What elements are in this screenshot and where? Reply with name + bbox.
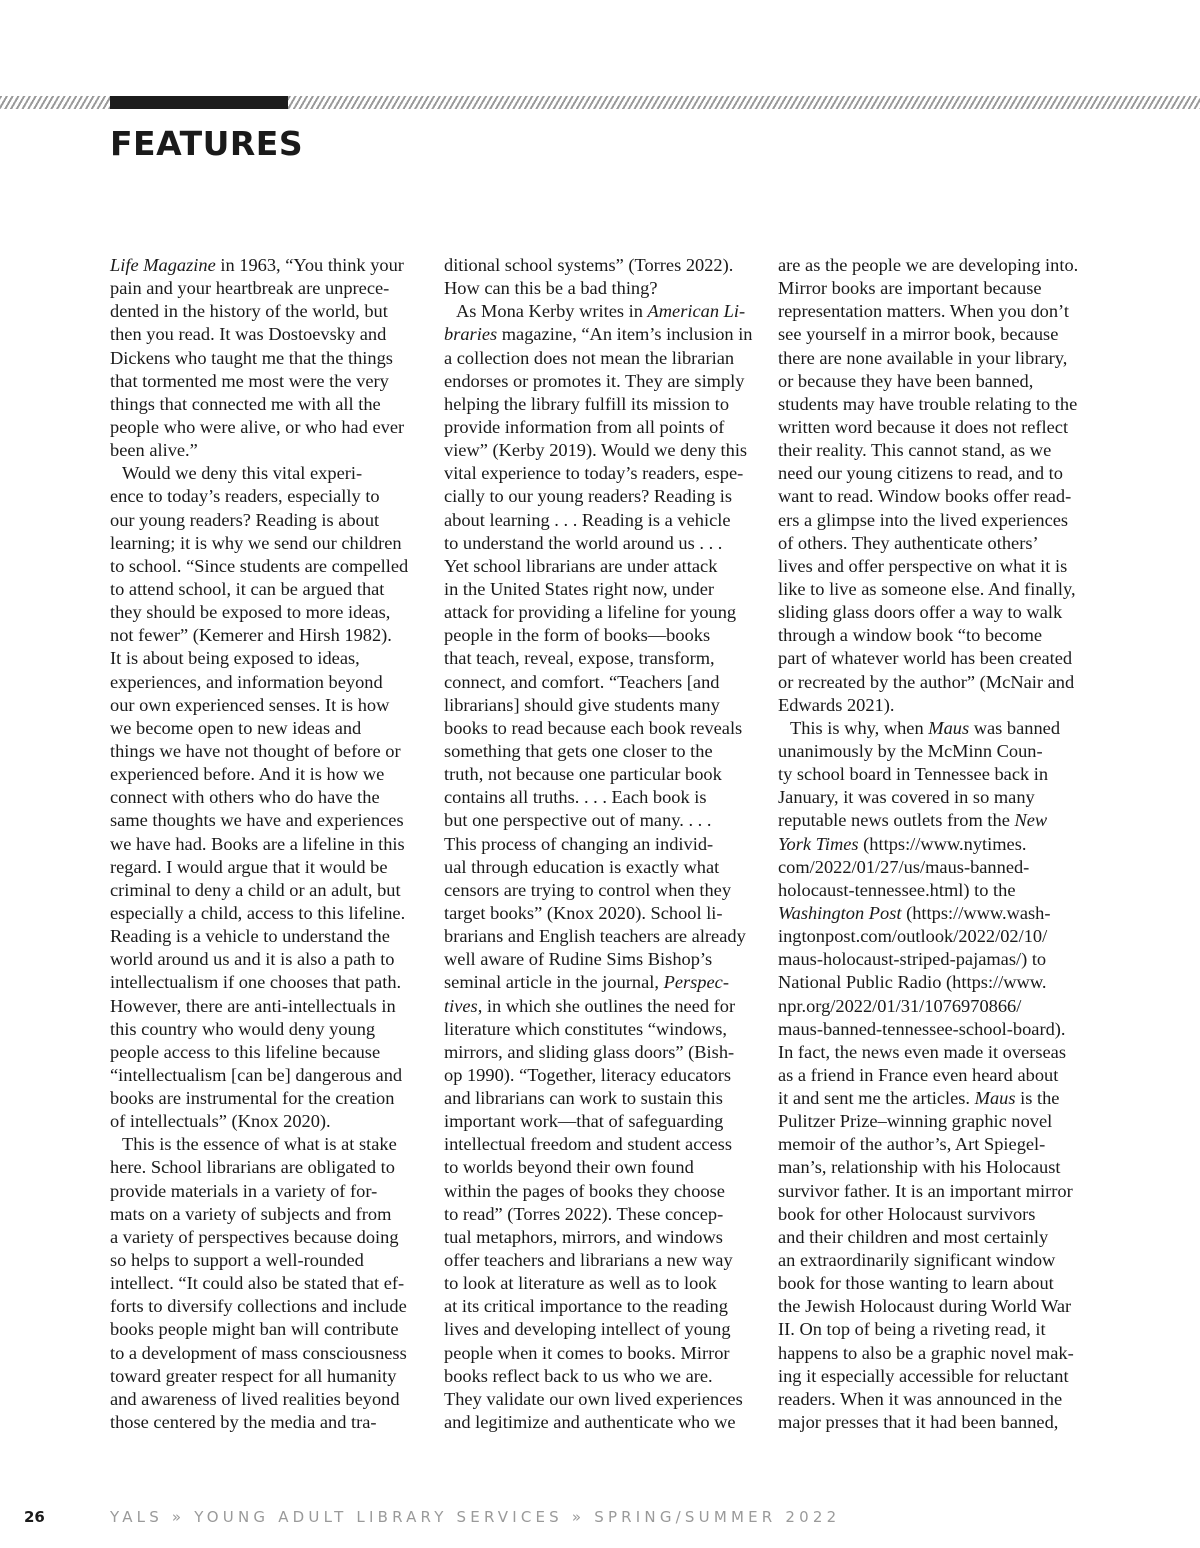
text-line: a collection does not mean the librarian [444,347,735,368]
text-line: the Jewish Holocaust during World War [778,1296,1072,1317]
text-line: and awareness of lived realities beyond [110,1388,400,1409]
text-line: ers a glimpse into the lived experiences [778,509,1069,530]
text-line: It is about being exposed to ideas, [110,648,360,669]
text-line: we have had. Books are a lifeline in this [110,833,405,854]
text-line: important work—that of safeguarding [444,1111,724,1132]
text-line: our own experienced senses. It is how [110,694,390,715]
text-line: truth, not because one particular book [444,764,722,785]
text-line: but one perspective out of many. . . . [444,810,712,831]
text-line: students may have trouble relating to the [778,393,1078,414]
text-line: to a development of mass consciousness [110,1342,407,1363]
text-line: intellect. “It could also be stated that ef- [110,1273,405,1294]
text-line: need our young citizens to read, and to [778,463,1063,484]
text-line: vital experience to today’s readers, espe- [444,463,744,484]
text-line: In fact, the news even made it overseas [778,1041,1067,1062]
text-line: books are instrumental for the creation [110,1088,395,1109]
text-line: Mirror books are important because [778,278,1042,299]
page-footer [0,1508,1200,1528]
text-line: or recreated by the author” (McNair and [778,671,1075,692]
text-line: things we have not thought of before or [110,740,401,761]
text-line: Yet school librarians are under attack [444,555,718,576]
text-line: that tormented me most were the very [110,370,389,391]
page-number: 26 [24,1508,45,1526]
text-line: want to read. Window books offer read- [778,486,1072,507]
text-line: well aware of Rudine Sims Bishop’s [444,949,713,970]
text-line: cially to our young readers? Reading is [444,486,733,507]
text-line: seminal article in the journal, Perspec- [444,972,729,993]
text-line: it and sent me the articles. Maus is the [778,1088,1060,1109]
text-line: literature which constitutes “windows, [444,1018,727,1039]
text-line: book for other Holocaust survivors [778,1203,1036,1224]
text-line: connect with others who do have the [110,787,380,808]
text-line: endorses or promotes it. They are simply [444,370,745,391]
text-line: How can this be a bad thing? [444,278,658,299]
text-line: their reality. This cannot stand, as we [778,440,1052,461]
text-line: “intellectualism [can be] dangerous and [110,1064,403,1085]
text-line: view” (Kerby 2019). Would we deny this [444,440,748,461]
text-line: braries magazine, “An item’s inclusion in [444,324,753,345]
text-line: to read” (Torres 2022). These concep- [444,1203,724,1224]
text-line: part of whatever world has been created [778,648,1073,669]
text-line: As Mona Kerby writes in American Li- [456,301,746,322]
text-line: unanimously by the McMinn Coun- [778,740,1043,761]
text-line: that teach, reveal, expose, transform, [444,648,715,669]
text-line: readers. When it was announced in the [778,1388,1063,1409]
text-line: as a friend in France even heard about [778,1064,1059,1085]
text-line: ence to today’s readers, especially to [110,486,380,507]
text-line: op 1990). “Together, literacy educators [444,1064,732,1085]
text-line: not fewer” (Kemerer and Hirsh 1982). [110,625,392,646]
text-line: regard. I would argue that it would be [110,856,388,877]
text-line: maus-banned-tennessee-school-board). [778,1018,1066,1039]
text-line: dented in the history of the world, but [110,301,388,322]
text-line: mirrors, and sliding glass doors” (Bish- [444,1041,735,1062]
text-line: tual metaphors, mirrors, and windows [444,1226,723,1247]
text-line: This is the essence of what is at stake [122,1134,397,1155]
text-line: pain and your heartbreak are unprece- [110,278,390,299]
text-line: books reflect back to us who we are. [444,1365,713,1386]
running-title: YALS » YOUNG ADULT LIBRARY SERVICES » SPRING/SUMMER 2022 [110,1508,841,1526]
text-line: of others. They authenticate others’ [778,532,1039,553]
text-line: of intellectuals” (Knox 2020). [110,1111,331,1132]
text-line: censors are trying to control when they [444,879,732,900]
text-line: intellectual freedom and student access [444,1134,733,1155]
text-line: National Public Radio (https://www. [778,972,1047,993]
text-line: those centered by the media and tra- [110,1412,377,1433]
text-line: connect, and comfort. “Teachers [and [444,671,720,692]
text-line: like to live as someone else. And finally, [778,578,1076,599]
text-line: man’s, relationship with his Holocaust [778,1157,1061,1178]
text-line: here. School librarians are obligated to [110,1157,395,1178]
text-line: ty school board in Tennessee back in [778,764,1049,785]
text-line: ingtonpost.com/outlook/2022/02/10/ [778,926,1048,947]
text-line: our young readers? Reading is about [110,509,380,530]
text-line: same thoughts we have and experiences [110,810,404,831]
text-line: librarians] should give students many [444,694,720,715]
text-line: com/2022/01/27/us/maus-banned- [778,856,1030,877]
text-line: This is why, when Maus was banned [790,717,1061,738]
text-line: Pulitzer Prize–winning graphic novel [778,1111,1053,1132]
text-line: provide information from all points of [444,416,725,437]
text-line: experiences, and information beyond [110,671,383,692]
text-line: survivor father. It is an important mirror [778,1180,1073,1201]
text-line: at its critical importance to the reading [444,1296,728,1317]
text-line: lives and offer perspective on what it is [778,555,1068,576]
text-line: ditional school systems” (Torres 2022). [444,255,734,275]
text-line: an extraordinarily significant window [778,1250,1056,1271]
text-line: and librarians can work to sustain this [444,1088,723,1109]
text-line: However, there are anti-intellectuals in [110,995,396,1016]
text-line: and their children and most certainly [778,1226,1049,1247]
text-line: Reading is a vehicle to understand the [110,926,390,947]
text-line: experienced before. And it is how we [110,764,385,785]
text-line: book for those wanting to learn about [778,1273,1054,1294]
text-line: memoir of the author’s, Art Spiegel- [778,1134,1046,1155]
text-line: intellectualism if one chooses that path. [110,972,402,993]
text-line: through a window book “to become [778,625,1043,646]
text-line: York Times (https://www.nytimes. [778,833,1027,854]
text-line: a variety of perspectives because doing [110,1226,399,1247]
text-line: are as the people we are developing into. [778,255,1079,275]
text-line: target books” (Knox 2020). School li- [444,902,723,923]
text-line: toward greater respect for all humanity [110,1365,397,1386]
text-line: forts to diversify collections and include [110,1296,407,1317]
text-line: happens to also be a graphic novel mak- [778,1342,1074,1363]
text-line: there are none available in your library, [778,347,1068,368]
header-accent-bar [110,96,288,109]
text-line: ing it especially accessible for reluctant [778,1365,1069,1386]
text-line: tives, in which she outlines the need for [444,995,736,1016]
text-line: to school. “Since students are compelled [110,555,409,576]
text-line: lives and developing intellect of young [444,1319,731,1340]
text-line: been alive.” [110,440,198,461]
text-line: Would we deny this vital experi- [122,463,363,484]
text-line: something that gets one closer to the [444,740,713,761]
text-line: world around us and it is also a path to [110,949,395,970]
text-line: criminal to deny a child or an adult, but [110,879,401,900]
text-line: Dickens who taught me that the things [110,347,393,368]
article-column-2 [444,254,762,1434]
text-line: learning; it is why we send our children [110,532,402,553]
text-line: mats on a variety of subjects and from [110,1203,392,1224]
text-line: to attend school, it can be argued that [110,578,385,599]
text-line: or because they have been banned, [778,370,1034,391]
text-line: we become open to new ideas and [110,717,362,738]
text-line: to understand the world around us . . . [444,532,723,553]
text-line: books to read because each book reveals [444,717,743,738]
text-line: offer teachers and librarians a new way [444,1250,733,1271]
text-line: people who were alive, or who had ever [110,416,405,437]
text-line: written word because it does not reflect [778,416,1069,437]
text-line: helping the library fulfill its mission to [444,393,730,414]
text-line: ual through education is exactly what [444,856,720,877]
text-line: people access to this lifeline because [110,1041,381,1062]
text-line: see yourself in a mirror book, because [778,324,1059,345]
text-line: Washington Post (https://www.wash- [778,902,1051,923]
text-line: brarians and English teachers are already [444,926,746,947]
text-line: within the pages of books they choose [444,1180,725,1201]
text-line: especially a child, access to this lifeline. [110,902,406,923]
text-line: contains all truths. . . . Each book is [444,787,707,808]
text-line: II. On top of being a riveting read, it [778,1319,1046,1340]
text-line: This process of changing an individ- [444,833,714,854]
text-line: they should be exposed to more ideas, [110,602,391,623]
text-line: attack for providing a lifeline for young [444,602,737,623]
text-line: in the United States right now, under [444,578,715,599]
text-line: this country who would deny young [110,1018,376,1039]
text-line: people when it comes to books. Mirror [444,1342,730,1363]
text-line: so helps to support a well-rounded [110,1250,364,1271]
text-line: then you read. It was Dostoevsky and [110,324,387,345]
text-line: people in the form of books—books [444,625,711,646]
text-line: holocaust-tennessee.html) to the [778,879,1016,900]
text-line: about learning . . . Reading is a vehicle [444,509,731,530]
text-line: and legitimize and authenticate who we [444,1412,736,1433]
text-line: representation matters. When you don’t [778,301,1069,322]
text-line: to look at literature as well as to look [444,1273,717,1294]
text-line: npr.org/2022/01/31/1076970866/ [778,995,1022,1016]
text-line: sliding glass doors offer a way to walk [778,602,1063,623]
text-line: January, it was covered in so many [778,787,1035,808]
text-line: books people might ban will contribute [110,1319,399,1340]
text-line: Life Magazine in 1963, “You think your [110,255,404,275]
text-line: They validate our own lived experiences [444,1388,743,1409]
text-line: to worlds beyond their own found [444,1157,694,1178]
text-line: reputable news outlets from the New [778,810,1048,831]
text-line: major presses that it had been banned, [778,1412,1059,1433]
section-label: FEATURES [110,124,304,163]
text-line: Edwards 2021). [778,694,895,715]
article-column-3 [778,254,1096,1434]
text-line: provide materials in a variety of for- [110,1180,378,1201]
article-column-1 [110,254,428,1434]
text-line: things that connected me with all the [110,393,381,414]
text-line: maus-holocaust-striped-pajamas/) to [778,949,1047,970]
